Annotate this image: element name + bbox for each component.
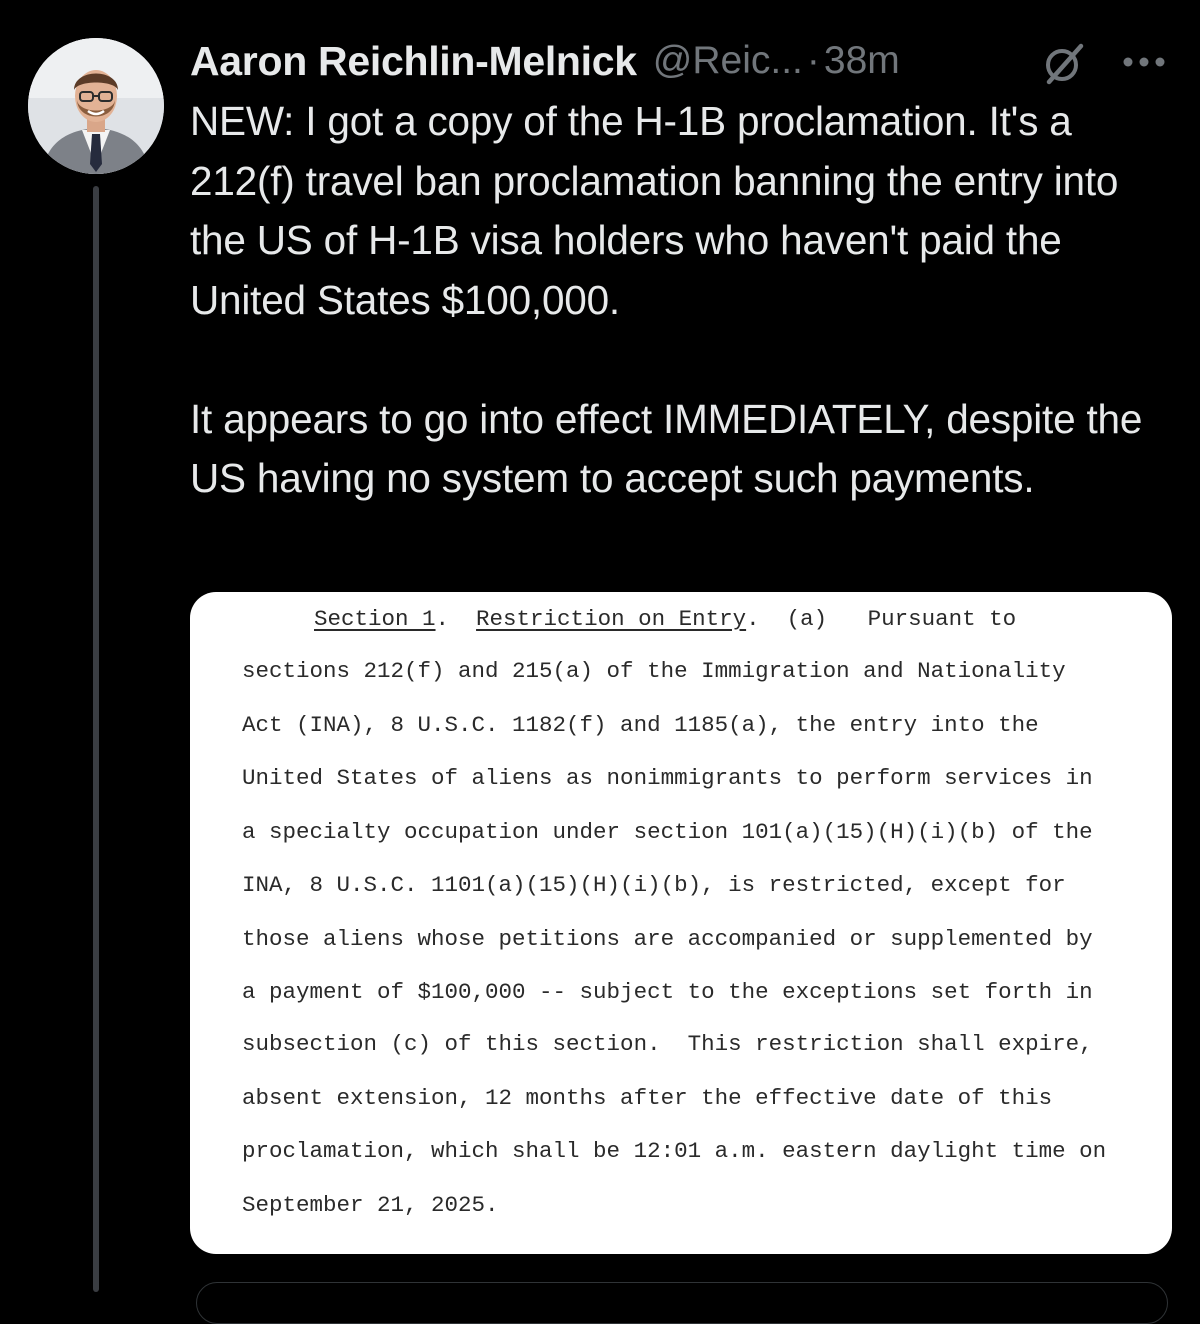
document-line: September 21, 2025. [242,1192,499,1218]
document-line: absent extension, 12 months after the effective date of this [242,1085,1053,1111]
more-icon[interactable] [1118,38,1170,82]
document-line: those aliens whose petitions are accompanied or supplemented by [242,926,1093,952]
document-line: Act (INA), 8 U.S.C. 1182(f) and 1185(a), the entry into the [242,712,1039,738]
author-handle[interactable]: @Reic... [652,39,803,82]
timestamp[interactable]: 38m [823,39,900,82]
tweet-paragraph: NEW: I got a copy of the H-1B proclamation. It's a 212(f) travel ban proclamation banning the entry into the US of H-1B visa holders who haven't paid the United States $100,000. [190,98,1119,323]
separator: · [806,39,820,82]
avatar-image [28,38,164,174]
grok-icon[interactable] [1042,42,1086,86]
avatar[interactable] [28,38,164,174]
document-first-line: Section 1. Restriction on Entry. (a) Pursuant to [314,606,1017,632]
attached-document-image[interactable] [190,592,1172,1254]
document-line: a specialty occupation under section 101(a)(15)(H)(i)(b) of the [242,819,1093,845]
tweet-header [190,34,1180,88]
tweet-text [190,92,1180,509]
next-card-edge [196,1282,1168,1324]
section-label: Section 1 [314,606,436,632]
document-line: proclamation, which shall be 12:01 a.m. eastern daylight time on [242,1138,1107,1164]
document-line: United States of aliens as nonimmigrants to perform services in [242,765,1093,791]
document-line: a payment of $100,000 -- subject to the exceptions set forth in [242,979,1093,1005]
section-title: Restriction on Entry [476,606,747,632]
thread-line [93,186,99,1292]
document-line: INA, 8 U.S.C. 1101(a)(15)(H)(i)(b), is restricted, except for [242,872,1066,898]
document-line: (a) Pursuant to [786,606,1017,632]
document-line: sections 212(f) and 215(a) of the Immigration and Nationality [242,658,1066,684]
document-line: subsection (c) of this section. This restriction shall expire, [242,1031,1093,1057]
tweet-paragraph: It appears to go into effect IMMEDIATELY, despite the US having no system to accept such payments. [190,395,1143,501]
author-name[interactable]: Aaron Reichlin-Melnick [190,37,637,84]
